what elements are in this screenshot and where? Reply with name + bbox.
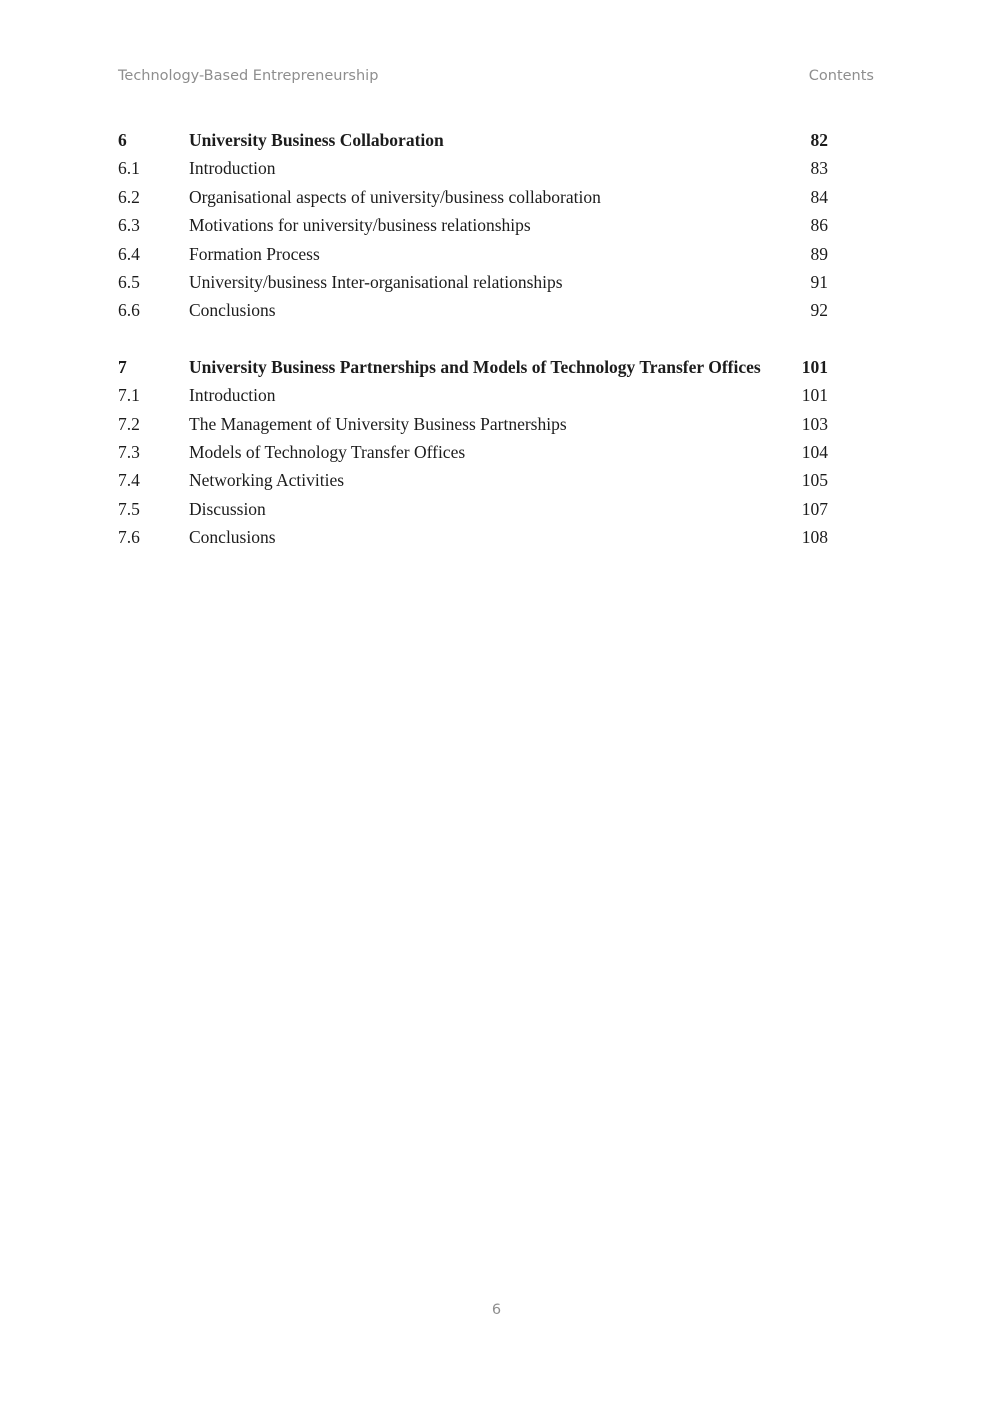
entry-title: Introduction	[189, 385, 276, 406]
entry-number: 7.1	[118, 385, 140, 406]
chapter-title: University Business Partnerships and Models of Technology Transfer Offices	[189, 356, 761, 377]
toc-entry[interactable]	[118, 240, 828, 268]
entry-number: 6.3	[118, 215, 140, 236]
toc-entry[interactable]	[118, 438, 828, 466]
toc-entry[interactable]	[118, 268, 828, 296]
entry-page: 84	[810, 186, 828, 207]
entry-title: Conclusions	[189, 300, 276, 321]
entry-page: 91	[810, 271, 828, 292]
toc-entry[interactable]	[118, 154, 828, 182]
entry-number: 7.3	[118, 441, 140, 462]
entry-number: 6.6	[118, 300, 140, 321]
chapter-heading-row[interactable]	[118, 126, 828, 154]
toc-entry[interactable]	[118, 183, 828, 211]
entry-number: 6.4	[118, 243, 140, 264]
entry-page: 105	[801, 470, 828, 491]
entry-title: Discussion	[189, 498, 266, 519]
entry-title: Models of Technology Transfer Offices	[189, 441, 466, 462]
entry-title: The Management of University Business Partnerships	[189, 413, 567, 434]
toc-entry[interactable]	[118, 296, 828, 324]
entry-page: 103	[801, 413, 828, 434]
entry-title: Formation Process	[189, 243, 320, 264]
entry-page: 101	[801, 385, 828, 406]
chapter-page: 82	[810, 130, 828, 150]
entry-title: Networking Activities	[189, 470, 345, 491]
entry-number: 7.4	[118, 470, 140, 491]
entry-page: 108	[801, 527, 828, 548]
toc-entry[interactable]	[118, 495, 828, 523]
entry-page: 92	[810, 300, 828, 321]
chapter-number: 6	[118, 130, 127, 150]
entry-number: 7.5	[118, 498, 140, 519]
chapter-number: 7	[118, 356, 127, 377]
table-of-contents	[118, 126, 828, 579]
entry-title: University/business Inter-organisational relationships	[189, 271, 563, 292]
chapter-page: 101	[801, 356, 828, 377]
toc-chapter-6	[118, 126, 828, 325]
entry-title: Conclusions	[189, 527, 276, 548]
toc-entry[interactable]	[118, 523, 828, 551]
chapter-title: University Business Collaboration	[189, 130, 444, 150]
entry-title: Motivations for university/business relationships	[189, 215, 531, 236]
entry-page: 107	[801, 498, 828, 519]
entry-page: 83	[810, 158, 828, 179]
running-header	[118, 68, 874, 92]
entry-title: Introduction	[189, 158, 276, 179]
section-title: Contents	[808, 68, 874, 84]
toc-entry[interactable]	[118, 410, 828, 438]
book-title: Technology-Based Entrepreneurship	[118, 68, 379, 84]
entry-number: 6.5	[118, 271, 140, 292]
entry-page: 104	[801, 441, 828, 462]
entry-number: 7.2	[118, 413, 140, 434]
page-number: 6	[491, 1302, 502, 1318]
toc-entry[interactable]	[118, 466, 828, 494]
toc-entry[interactable]	[118, 211, 828, 239]
entry-number: 6.2	[118, 186, 140, 207]
entry-number: 6.1	[118, 158, 140, 179]
entry-number: 7.6	[118, 527, 140, 548]
entry-title: Organisational aspects of university/business collaboration	[189, 186, 601, 207]
toc-entry[interactable]	[118, 381, 828, 409]
toc-chapter-7	[118, 353, 828, 552]
entry-page: 86	[810, 215, 828, 236]
chapter-heading-row[interactable]	[118, 353, 828, 381]
entry-page: 89	[810, 243, 828, 264]
